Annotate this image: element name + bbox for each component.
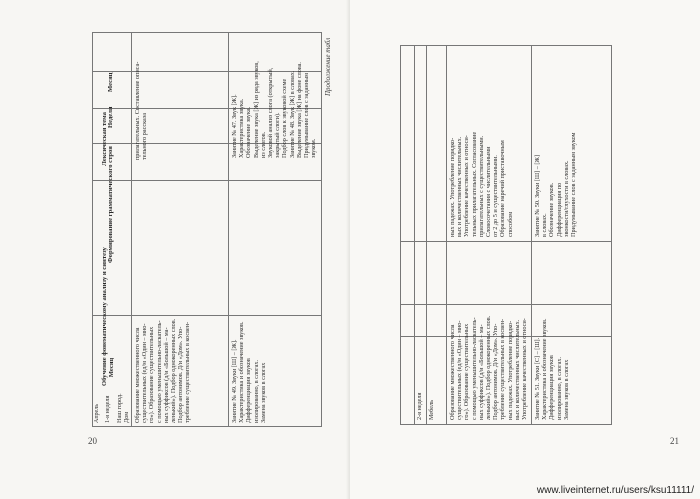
right-table xyxy=(400,45,612,425)
right-block2-week: 2-я неделя xyxy=(416,392,423,420)
right-block2-theme: Мебель xyxy=(428,400,435,420)
col-divider xyxy=(131,33,132,426)
right-block1-grammar: ных падежах. Употребление порядко- вых и количественных числительных. Употребление качественных и относи- тельных прилагательных. Согласование прилагательных с существительными. Словосочетания с числительными от 2 до 5 и существительными. Образование наречий приставочным способом xyxy=(449,131,514,237)
right-block2-phonetics: Занятие № 51. Звуки [С] – [Ш]. Характеристика и обозначение звуков. Дифференциация звуков изолированно, в слогах. Замена звуков в слогах xyxy=(534,318,570,420)
block2-grammar: Образование множественного числа существительных (ед/м «Один – мно- го»). Образование существительных с помощью уменьшительно-ласкатель- ных суффиксов (д/и «Большой – ма- ленький»). Подбор однокоренных слов. Подбор антонимов. Д/и «Дом». Упо- требление существительных в косвен- xyxy=(134,318,192,423)
right-block1-phonetics: Занятие № 50. Звуки [Ш] – [Ж] в словах. Обозначение звуков. Дифференциация по звонкости/глухости в словах. Придумывание слов с заданным звуком xyxy=(534,132,578,237)
block2-phonetics: Занятие № 49. Звуки [Ш] – [Ж]. Характеристика и обозначение звуков. Дифференциация звуков изолированно, в слогах. Замена звуков в слогах xyxy=(231,321,267,423)
header-phonetics-label: Обучение фонематическому анализу и синтезу xyxy=(101,247,108,386)
col-divider xyxy=(446,46,447,424)
header-grammar-label: Формирование грамматического строя xyxy=(107,146,114,263)
header-month: Месяц xyxy=(108,357,116,378)
col-divider xyxy=(531,46,532,424)
block1-grammar: прилагательных. Составление описа- тельного рассказа xyxy=(134,61,149,160)
header-month-label: Месяц xyxy=(107,72,114,92)
block2-week: 1-я неделя xyxy=(104,395,111,423)
header-week-label: Неделя xyxy=(107,106,114,128)
block1-phonetics: Занятие № 47. Звук [Ж]. Характеристика звука. Обозначение звука. Выделение звука [Ж] из ряда звуков, из слогов. Звуковой анализ слога (открытый, закрытый слоги). Подбор слов к звуковой схеме Занятие № 48. Звук [Ж] в словах. Выделение звука [Ж] на фоне слова. Придумывание слов с заданным звуком. xyxy=(231,61,318,158)
block2-theme: Наш город. Дом xyxy=(116,393,131,423)
continuation-note: Продолжение табл xyxy=(324,37,332,96)
col-divider xyxy=(228,33,229,426)
block2-month: Апрель xyxy=(94,404,100,423)
right-page xyxy=(350,0,700,499)
row-divider xyxy=(401,241,611,242)
page-number-left: 20 xyxy=(88,436,97,446)
left-table xyxy=(92,32,322,427)
page-number-right: 21 xyxy=(670,436,679,446)
header-theme-label: Лексическая тема xyxy=(101,112,108,166)
right-block2-grammar: Образование множественного числа существительных (ед/м «Один – мно- го»). Образование существительных с помощью уменьшительно-ласкатель- ных суффиксов (д/и «Большой – ма- ленький»). Подбор однокоренных слов. Подбор антонимов. Д/и «Дом». Упо- требление существительных в косвен- ных падежах. Употребление порядко- вых и количественных числительных. Употребление качественных и относи- xyxy=(449,315,529,420)
watermark-url[interactable]: www.liveinternet.ru/users/ksu11111/ xyxy=(536,485,694,496)
